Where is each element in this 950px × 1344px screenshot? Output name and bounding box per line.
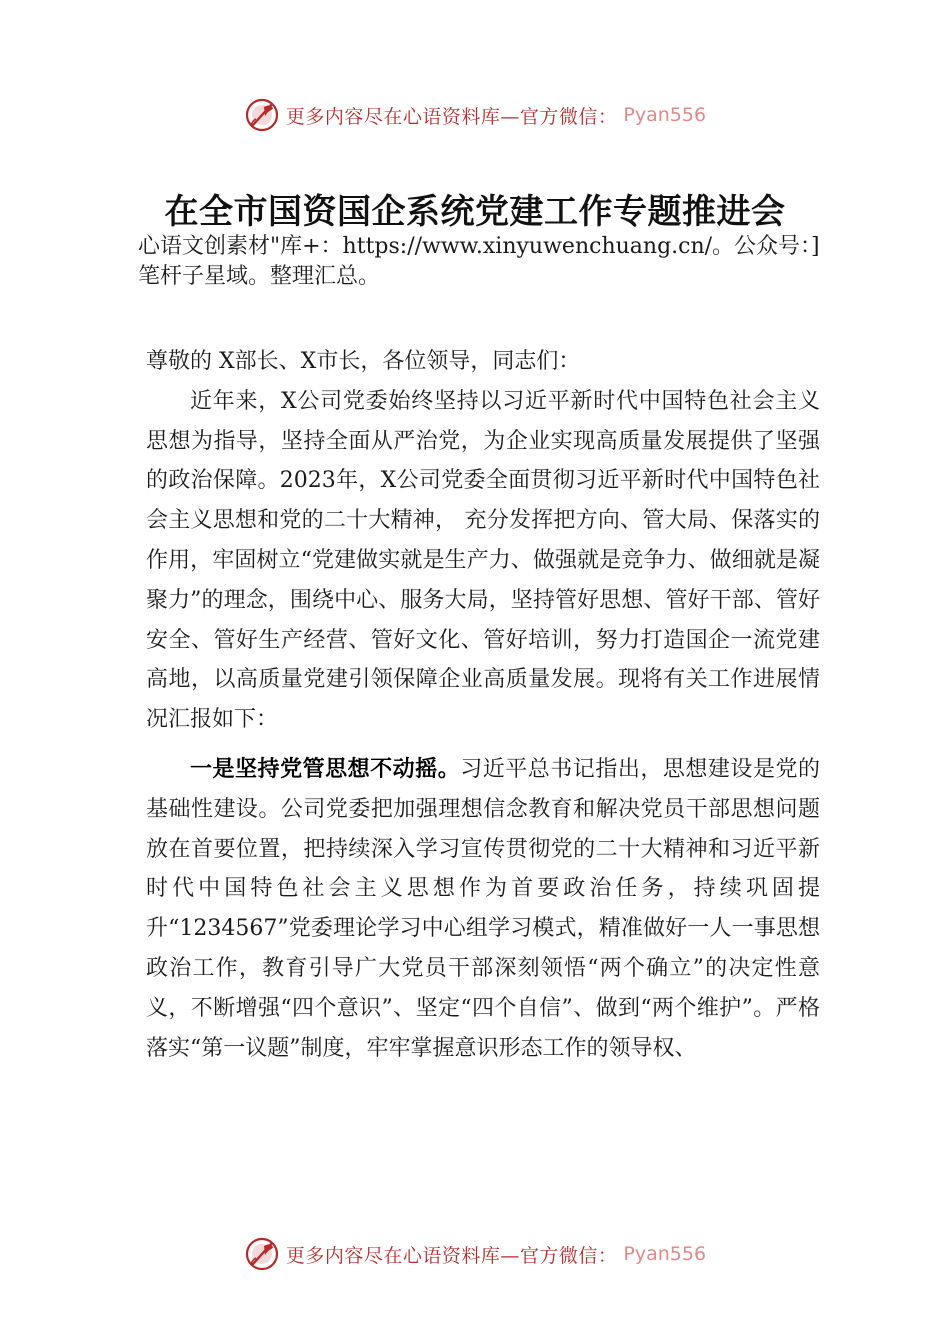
banner-text: 更多内容尽在心语资料库—官方微信： <box>285 1244 618 1267</box>
document-body <box>146 342 820 1068</box>
paragraph-intro: 近年来，X公司党委始终坚持以习近平新时代中国特色社会主义思想为指导，坚持全面从严治党，为企业实现高质量发展提供了坚强的政治保障。2023年，X公司党委全面贯彻习近平新时代中国特色社会主义思想和党的二十大精神， 充分发挥把方向、管大局、保落实的作用，牢固树立“党建做实就是生产力、做强就是竞争力、做细就是凝聚力”的理念，围绕中心、服务大局，坚持管好思想、管好干部、管好安全、管好生产经营、管好文化、管好培训，努力打造国企一流党建高地，以高质量党建引领保障企业高质量发展。现将有关工作进展情况汇报如下： <box>146 388 820 733</box>
source-note: 心语文创素材"库+：https://www.xinyuwenchuang.cn/。公众号：]笔杆子星域。整理汇总。 <box>138 234 820 289</box>
banner-wechat-id: Pyan556 <box>623 104 707 126</box>
banner-text: 更多内容尽在心语资料库—官方微信： <box>285 105 618 128</box>
document-title: 在全市国资国企系统党建工作专题推进会 <box>164 192 786 232</box>
salutation: 尊敬的 X部长、X市长，各位领导，同志们： <box>146 349 581 374</box>
paragraph-lead-heading: 一是坚持党管思想不动摇。 <box>190 756 461 782</box>
paragraph-point-one <box>146 750 820 1068</box>
header-watermark-banner <box>0 93 950 137</box>
quill-seal-icon <box>244 1236 280 1272</box>
quill-seal-icon <box>244 97 280 133</box>
footer-watermark-banner <box>0 1232 950 1276</box>
banner-wechat-id: Pyan556 <box>623 1243 707 1265</box>
paragraph-point-one-body: 习近平总书记指出，思想建设是党的基础性建设。公司党委把加强理想信念教育和解决党员干部思想问题放在首要位置，把持续深入学习宣传贯彻党的二十大精神和习近平新时代中国特色社会主义思想作为首要政治任务，持续巩固提升“1234567”党委理论学习中心组学习模式，精准做好一人一事思想政治工作，教育引导广大党员干部深刻领悟“两个确立”的决定性意义，不断增强“四个意识”、坚定“四个自信”、做到“两个维护”。严格落实“第一议题”制度，牢牢掌握意识形态工作的领导权、 <box>146 756 820 1061</box>
